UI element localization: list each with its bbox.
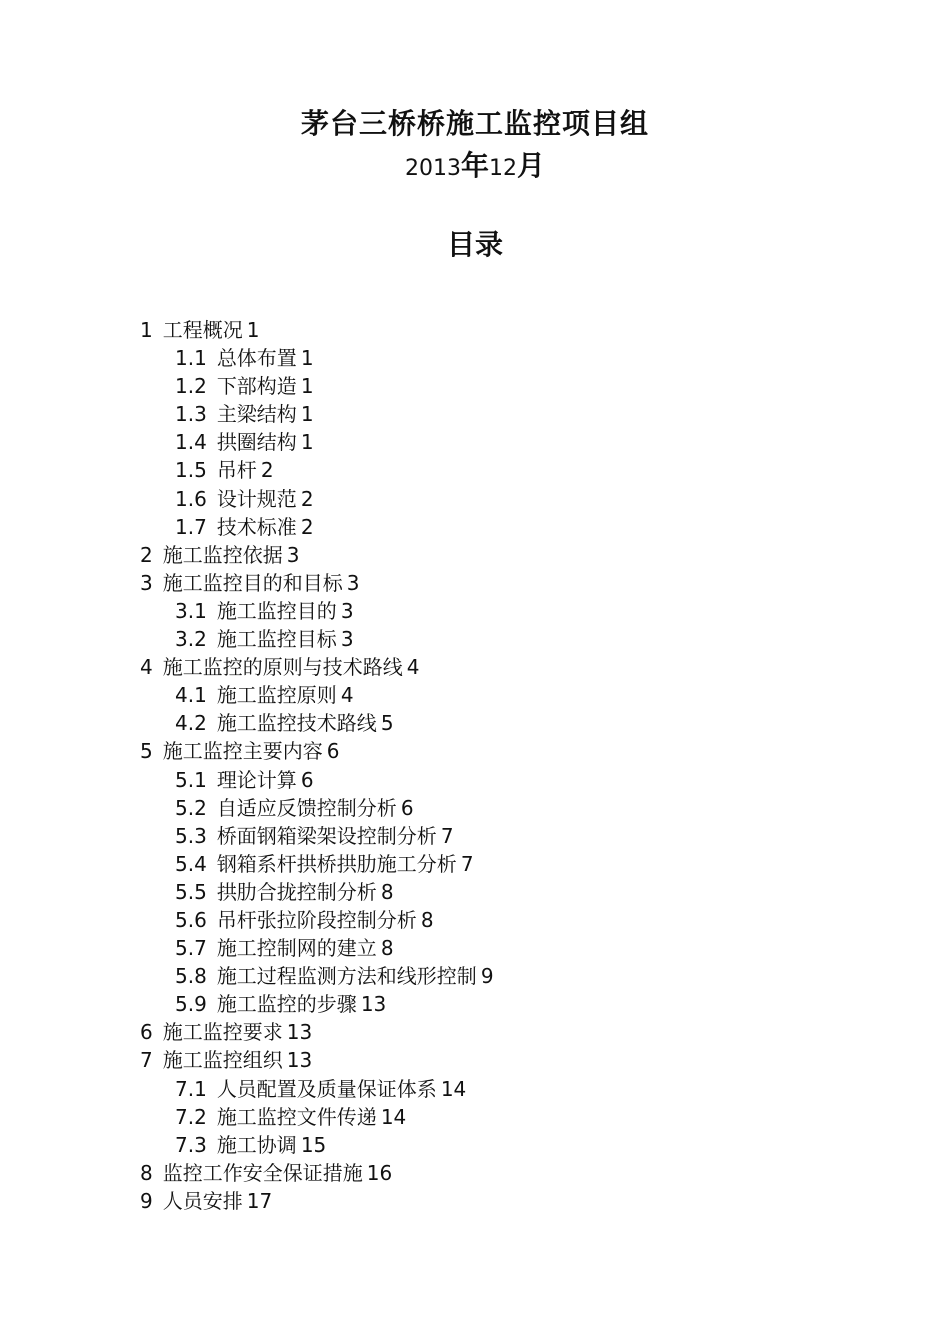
toc-entry-text: 施工监控文件传递 [216, 1104, 377, 1129]
date-year: 2013 [404, 156, 461, 181]
toc-entry-page: 13 [360, 992, 387, 1017]
toc-entry[interactable] [140, 597, 840, 625]
toc-entry-text: 施工监控目标 [216, 627, 337, 652]
toc-entry-text: 施工监控主要内容 [162, 739, 323, 764]
toc-entry-page: 2 [300, 486, 314, 511]
toc-entry-text: 人员配置及质量保证体系 [216, 1076, 437, 1101]
toc-entry-page: 3 [346, 570, 360, 595]
toc-entry-text: 工程概况 [162, 318, 243, 342]
toc-entry-text: 施工监控要求 [162, 1020, 283, 1045]
toc-entry-text: 拱圈结构 [216, 430, 297, 455]
toc-entry-text: 施工过程监测方法和线形控制 [216, 964, 477, 989]
toc-entry-number: 1.5 [175, 458, 207, 483]
toc-entry-text: 施工监控目的和目标 [162, 570, 343, 595]
toc-entry-number: 9 [140, 1188, 153, 1213]
toc-entry[interactable] [140, 794, 840, 822]
toc-entry-number: 3.1 [175, 598, 207, 623]
toc-entry-text: 施工监控目的 [216, 598, 337, 623]
toc-entry-page: 1 [246, 318, 260, 342]
toc-entry[interactable] [140, 822, 840, 850]
toc-entry-number: 4.1 [175, 683, 207, 708]
toc-entry[interactable] [140, 962, 840, 990]
toc-entry-page: 13 [286, 1020, 313, 1045]
toc-entry-number: 5.3 [175, 823, 207, 848]
toc-entry-page: 1 [300, 374, 314, 399]
toc-entry[interactable] [140, 681, 840, 709]
toc-entry-number: 1 [140, 318, 153, 342]
toc-entry[interactable] [140, 1103, 840, 1131]
toc-entry-page: 8 [380, 936, 394, 961]
toc-entry-number: 5.9 [175, 992, 207, 1017]
toc-entry-number: 7.2 [175, 1104, 207, 1129]
toc-entry-page: 2 [300, 514, 314, 539]
toc-entry-number: 5 [140, 739, 153, 764]
toc-entry-number: 1.4 [175, 430, 207, 455]
toc-entry-number: 4.2 [175, 711, 207, 736]
toc-entry-text: 监控工作安全保证措施 [162, 1160, 363, 1185]
date-month: 12 [489, 156, 517, 181]
toc-entry-page: 16 [366, 1160, 393, 1185]
toc-entry[interactable] [140, 513, 840, 541]
toc-entry-page: 14 [380, 1104, 407, 1129]
toc-entry-page: 7 [460, 851, 474, 876]
toc-entry[interactable] [140, 344, 840, 372]
toc-entry-text: 钢箱系杆拱桥拱肋施工分析 [216, 851, 457, 876]
toc-entry[interactable] [140, 569, 840, 597]
toc-entry-text: 桥面钢箱梁架设控制分析 [216, 823, 437, 848]
toc-entry-page: 3 [340, 598, 354, 623]
toc-entry-number: 1.3 [175, 402, 207, 427]
toc-entry[interactable] [140, 1187, 840, 1215]
toc-entry[interactable] [140, 934, 840, 962]
toc-entry-number: 5.8 [175, 964, 207, 989]
toc-entry[interactable] [140, 428, 840, 456]
toc-entry-page: 9 [480, 964, 494, 989]
toc-entry-number: 3.2 [175, 627, 207, 652]
toc-entry[interactable] [140, 1075, 840, 1103]
toc-entry-number: 7.1 [175, 1076, 207, 1101]
toc-entry[interactable] [140, 850, 840, 878]
toc-entry-number: 5.4 [175, 851, 207, 876]
toc-entry-text: 人员安排 [162, 1188, 243, 1213]
toc-entry-page: 6 [300, 767, 314, 792]
toc-entry[interactable] [140, 878, 840, 906]
toc-entry-page: 7 [440, 823, 454, 848]
toc-entry[interactable] [140, 1018, 840, 1046]
toc-entry-number: 5.2 [175, 795, 207, 820]
toc-entry-text: 施工监控组织 [162, 1048, 283, 1073]
toc-entry[interactable] [140, 709, 840, 737]
toc-entry-text: 理论计算 [216, 767, 297, 792]
toc-entry-page: 3 [340, 627, 354, 652]
toc-entry[interactable] [140, 990, 840, 1018]
toc-entry[interactable] [140, 737, 840, 765]
toc-entry-page: 8 [380, 879, 394, 904]
toc-entry-text: 总体布置 [216, 346, 297, 371]
table-of-contents [140, 316, 840, 1215]
toc-entry-page: 2 [260, 458, 274, 483]
toc-entry-page: 15 [300, 1132, 327, 1157]
toc-entry-number: 1.1 [175, 346, 207, 371]
toc-entry-number: 7 [140, 1048, 153, 1073]
toc-entry-page: 14 [440, 1076, 467, 1101]
toc-entry-page: 8 [420, 907, 434, 932]
toc-entry-number: 1.7 [175, 514, 207, 539]
toc-entry-page: 1 [300, 430, 314, 455]
toc-entry-number: 3 [140, 570, 153, 595]
document-date [0, 146, 950, 189]
toc-entry-number: 7.3 [175, 1132, 207, 1157]
toc-entry-page: 6 [326, 739, 340, 764]
toc-entry-text: 主梁结构 [216, 402, 297, 427]
toc-entry[interactable] [140, 1046, 840, 1074]
toc-entry-text: 拱肋合拢控制分析 [216, 879, 377, 904]
toc-entry[interactable] [140, 485, 840, 513]
toc-entry-number: 2 [140, 542, 153, 567]
toc-entry[interactable] [140, 653, 840, 681]
toc-entry-text: 施工监控原则 [216, 683, 337, 708]
toc-entry-number: 1.2 [175, 374, 207, 399]
toc-entry-page: 4 [340, 683, 354, 708]
document-title: 茅台三桥桥施工监控项目组 [300, 107, 649, 140]
toc-entry-number: 1.6 [175, 486, 207, 511]
toc-entry-page: 6 [400, 795, 414, 820]
toc-entry-number: 8 [140, 1160, 153, 1185]
date-month-char: 月 [517, 149, 546, 182]
toc-entry-page: 3 [286, 542, 300, 567]
toc-entry-number: 5.6 [175, 907, 207, 932]
toc-entry-page: 1 [300, 402, 314, 427]
toc-entry[interactable] [140, 541, 840, 569]
toc-entry-text: 吊杆张拉阶段控制分析 [216, 907, 417, 932]
toc-entry[interactable] [140, 625, 840, 653]
toc-entry[interactable] [140, 766, 840, 794]
toc-entry[interactable] [140, 906, 840, 934]
toc-entry-number: 5.5 [175, 879, 207, 904]
toc-entry-text: 施工监控依据 [162, 542, 283, 567]
toc-entry-text: 技术标准 [216, 514, 297, 539]
toc-entry[interactable] [140, 316, 840, 344]
date-year-char: 年 [460, 149, 489, 182]
toc-entry-page: 13 [286, 1048, 313, 1073]
toc-entry-text: 施工监控技术路线 [216, 711, 377, 736]
toc-entry-page: 1 [300, 346, 314, 371]
toc-entry-text: 下部构造 [216, 374, 297, 399]
toc-entry[interactable] [140, 372, 840, 400]
toc-entry[interactable] [140, 400, 840, 428]
toc-entry-number: 5.1 [175, 767, 207, 792]
toc-entry-page: 17 [246, 1188, 273, 1213]
toc-entry-text: 自适应反馈控制分析 [216, 795, 397, 820]
toc-entry-text: 施工控制网的建立 [216, 936, 377, 961]
toc-entry-text: 施工监控的原则与技术路线 [162, 655, 403, 680]
toc-entry-number: 4 [140, 655, 153, 680]
toc-entry-page: 5 [380, 711, 394, 736]
toc-entry-text: 施工监控的步骤 [216, 992, 357, 1017]
toc-entry-number: 6 [140, 1020, 153, 1045]
toc-entry[interactable] [140, 456, 840, 484]
toc-entry-text: 设计规范 [216, 486, 297, 511]
toc-entry-text: 施工协调 [216, 1132, 297, 1157]
toc-entry-number: 5.7 [175, 936, 207, 961]
toc-heading: 目录 [446, 228, 503, 261]
toc-entry-page: 4 [406, 655, 420, 680]
toc-entry-text: 吊杆 [216, 458, 257, 483]
toc-entry[interactable] [140, 1159, 840, 1187]
toc-entry[interactable] [140, 1131, 840, 1159]
